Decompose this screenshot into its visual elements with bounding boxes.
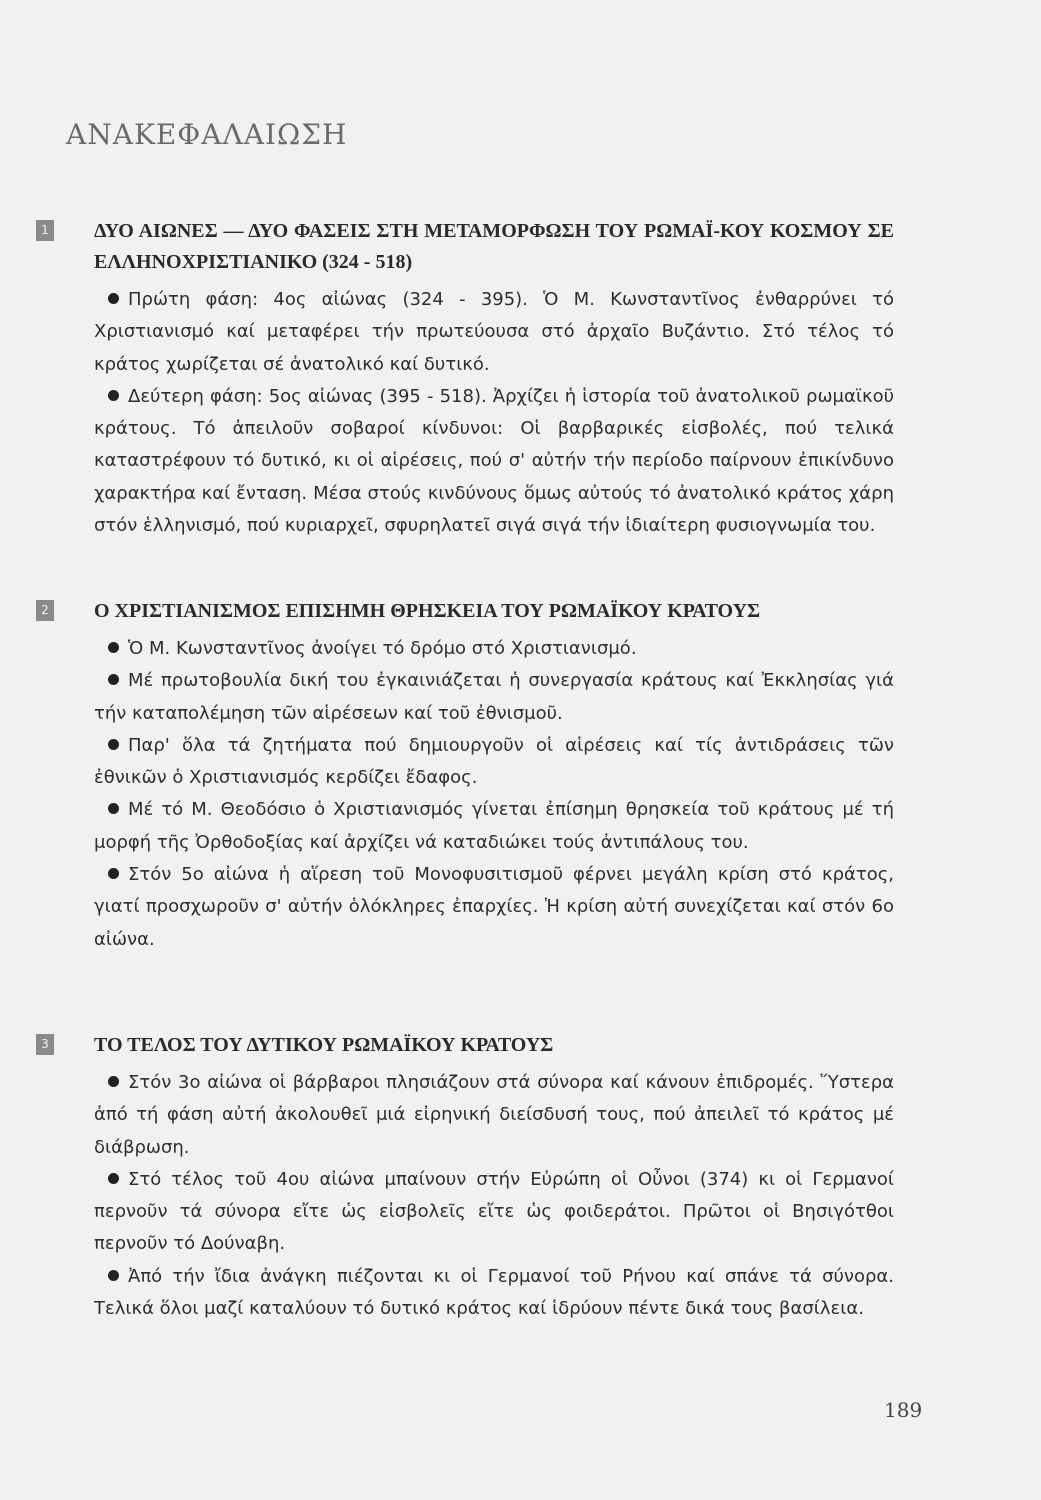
page-title: ΑΝΑΚΕΦΑΛΑΙΩΣΗ (66, 118, 348, 151)
section-number-badge: 3 (36, 1034, 54, 1055)
bullet-paragraph: Παρ' ὅλα τά ζητήματα πού δημιουργοῦν οἱ αἱρέσεις καί τίς ἀντιδράσεις τῶν ἐθνικῶν ὁ Χριστιανισμός κερδίζει ἔδαφος. (94, 734, 894, 789)
bullet-icon (108, 1270, 119, 1281)
bullet-paragraph: Πρώτη φάση: 4ος αἰώνας (324 - 395). Ὁ Μ. Κωνσταντῖνος ἐνθαρρύνει τό Χριστιανισμό καί μεταφέρει τήν πρωτεύουσα στό ἀρχαῖο Βυζάντιο. Στό τέλος τό κράτος χωρίζεται σέ ἀνατολικό καί δυτικό. (94, 289, 894, 375)
bullet-icon (108, 803, 119, 814)
bullet-paragraph: Στό τέλος τοῦ 4ου αἰώνα μπαίνουν στήν Εὐρώπη οἱ Οὖνοι (374) κι οἱ Γερμανοί περνοῦν τά σύνορα εἴτε ὡς εἰσβολεῖς εἴτε ὡς φοιδεράτοι. Πρῶτοι οἱ Βησιγότθοι περνοῦν τό Δούναβη. (94, 1168, 894, 1255)
section-3 (41, 1030, 894, 1325)
page-number: 189 (884, 1398, 923, 1422)
bullet-icon (108, 390, 119, 401)
section-heading: ΔΥΟ ΑΙΩΝΕΣ — ΔΥΟ ΦΑΣΕΙΣ ΣΤΗ ΜΕΤΑΜΟΡΦΩΣΗ ΤΟΥ ΡΩΜΑΪ-ΚΟΥ ΚΟΣΜΟΥ ΣΕ ΕΛΛΗΝΟΧΡΙΣΤΙΑΝΙΚΟ (324 - 518) (94, 220, 894, 273)
bullet-icon (108, 1173, 119, 1184)
bullet-paragraph: Μέ πρωτοβουλία δική του ἐγκαινιάζεται ἡ συνεργασία κράτους καί Ἐκκλησίας γιά τήν καταπολέμηση τῶν αἱρέσεων καί τοῦ ἐθνισμοῦ. (94, 670, 894, 724)
bullet-paragraph: Ἀπό τήν ἴδια ἀνάγκη πιέζονται κι οἱ Γερμανοί τοῦ Ρήνου καί σπάνε τά σύνορα. Τελικά ὅλοι μαζί καταλύουν τό δυτικό κράτος καί ἱδρύουν πέντε δικά τους βασίλεια. (94, 1265, 894, 1320)
section-number-badge: 1 (36, 220, 54, 241)
section-heading: ΤΟ ΤΕΛΟΣ ΤΟΥ ΔΥΤΙΚΟΥ ΡΩΜΑΪΚΟΥ ΚΡΑΤΟΥΣ (94, 1034, 554, 1056)
bullet-paragraph: Δεύτερη φάση: 5ος αἰώνας (395 - 518). Ἀρχίζει ἡ ἱστορία τοῦ ἀνατολικοῦ ρωμαϊκοῦ κράτους. Τό ἀπειλοῦν σοβαροί κίνδυνοι: Οἱ βαρβαρικές εἰσβολές, πού τελικά καταστρέφουν τό δυτικό, κι οἱ αἱρέσεις, πού σ' αὐτήν τήν περίοδο παίρνουν ἐπικίνδυνο χαρακτήρα καί ἔνταση. Μέσα στούς κινδύνους ὅμως αὐτούς τό ἀνατολικό κράτος χάρη στόν ἑλληνισμό, πού κυριαρχεῖ, σφυρηλατεῖ σιγά σιγά τήν ἰδιαίτερη φυσιογνωμία του. (94, 385, 894, 537)
section-heading: Ο ΧΡΙΣΤΙΑΝΙΣΜΟΣ ΕΠΙΣΗΜΗ ΘΡΗΣΚΕΙΑ ΤΟΥ ΡΩΜΑΪΚΟΥ ΚΡΑΤΟΥΣ (94, 600, 761, 622)
bullet-icon (108, 1076, 119, 1087)
section-number-badge: 2 (36, 600, 54, 621)
bullet-paragraph: Στόν 5ο αἰώνα ἡ αἵρεση τοῦ Μονοφυσιτισμοῦ φέρνει μεγάλη κρίση στό κράτος, γιατί προσχωροῦν σ' αὐτήν ὁλόκληρες ἐπαρχίες. Ἡ κρίση αὐτή συνεχίζεται καί στόν 6ο αἰώνα. (94, 864, 894, 950)
section-1 (41, 216, 894, 542)
bullet-paragraph: Στόν 3ο αἰώνα οἱ βάρβαροι πλησιάζουν στά σύνορα καί κάνουν ἐπιδρομές. Ὕστερα ἀπό τή φάση αὐτή ἀκολουθεῖ μιά εἰρηνική διείσδυσή τους, πού ἀπειλεῖ τό κράτος μέ διάβρωση. (94, 1072, 894, 1158)
bullet-paragraph: Ὁ Μ. Κωνσταντῖνος ἀνοίγει τό δρόμο στό Χριστιανισμό. (94, 633, 894, 665)
bullet-icon (108, 868, 119, 879)
bullet-icon (108, 293, 119, 304)
bullet-icon (108, 642, 119, 653)
bullet-paragraph: Μέ τό Μ. Θεοδόσιο ὁ Χριστιανισμός γίνεται ἐπίσημη θρησκεία τοῦ κράτους μέ τή μορφή τῆς Ὀρθοδοξίας καί ἀρχίζει νά καταδιώκει τούς ἀντιπάλους του. (94, 799, 894, 853)
bullet-icon (108, 739, 119, 750)
bullet-icon (108, 674, 119, 685)
section-2 (41, 596, 894, 956)
